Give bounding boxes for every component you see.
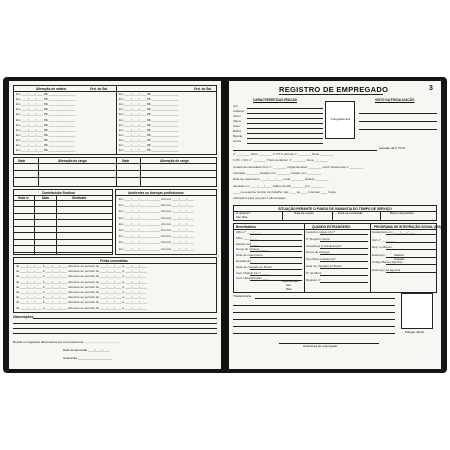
ferias-row[interactable]: de ____/____/____ a ____/____/____ referente ao período de ____/____/____ a ____/____/____ [16, 270, 147, 274]
book-spine [221, 81, 229, 369]
salary-row[interactable]: Em ____/____/____ R$ ________________ [16, 113, 76, 117]
page-title: REGISTRO DE EMPREGADO [279, 85, 389, 94]
fgts-section [233, 205, 437, 221]
ambientes-row[interactable]: Em ____/____/____ ________ Ah-com ____/____/____ [119, 204, 194, 208]
ambientes-row[interactable]: Em ____/____/____ ________ Ah-com ____/____/____ [119, 241, 194, 245]
ferias-row[interactable]: de ____/____/____ a ____/____/____ referente ao período de ____/____/____ a ____/____/____ [16, 296, 147, 300]
salary-row[interactable]: Em ____/____/____ R$ ________________ [16, 108, 76, 112]
ambientes-rows [119, 198, 216, 254]
ambientes-row[interactable]: Em ____/____/____ ________ Ah-com ____/____/____ [119, 222, 194, 226]
pis-field[interactable]: Endereço [372, 253, 385, 257]
cargo-date-label-1: Data [18, 159, 25, 163]
photo-caption: Fotografia 3x4 [331, 117, 351, 121]
estado-solteiro-label: Solteiro [394, 253, 405, 257]
caract-header: CARACTERÍSTICAS FÍSICAS [253, 98, 297, 102]
personal-info-line[interactable]: ____ na seguinte horário de trabalho: das ____ às ____ Intervalo ____ horas [233, 190, 336, 194]
ambientes-row[interactable]: Em ____/____/____ ________ Ah-com ____/____/____ [119, 247, 194, 251]
salary-row[interactable]: Em ____/____/____ R$ ________________ [119, 113, 179, 117]
ambientes-section [115, 189, 217, 255]
benef-row[interactable]: Cart. Modelo 19 nº ____ [236, 271, 269, 275]
estrangeiro-field[interactable]: Data de chegada ao Brasil [306, 265, 342, 268]
contrib-header: Contribuição Sindical [42, 191, 75, 195]
caract-field[interactable]: Sinais [233, 140, 242, 143]
salary-row[interactable]: Em ____/____/____ R$ ________________ [119, 149, 179, 153]
photo-box [325, 101, 355, 139]
cargo-header-1: Alteração de cargo [58, 159, 87, 163]
salary-row[interactable]: Em ____/____/____ R$ ________________ [16, 93, 76, 96]
caract-fields [233, 105, 323, 145]
fgts-col-opcao: Data de opção [294, 211, 314, 215]
personal-info-lines [233, 153, 437, 205]
salary-row[interactable]: Em ____/____/____ R$ ________________ [16, 144, 76, 147]
page-number: 3 [429, 85, 433, 92]
estrangeiro-field[interactable]: Casado(a) c/ brasileiro(a)? [306, 244, 342, 248]
signature-caption: Assinatura do empregado [303, 344, 338, 348]
benef-section [233, 223, 441, 293]
contrib-col-guia: Guia nº [18, 196, 30, 200]
personal-info-line[interactable]: admitido em ____/____/____ salário de R$ ________ por ________ [233, 184, 324, 188]
personal-info-line[interactable]: Indicações para repouso e alimentação [233, 197, 286, 201]
personal-info-line[interactable]: Instrução ________ Estado civil ________ casado com ________ [233, 171, 321, 175]
benef-row[interactable]: Residência [236, 260, 251, 263]
personal-info-line[interactable]: nº ________ Série ________ C.T.P.S. (Rural) nº ________ Série ________ [233, 153, 334, 156]
estrangeiro-field[interactable]: Carteira modelo 19 nº [306, 231, 336, 234]
salary-row[interactable]: Em ____/____/____ R$ ________________ [119, 138, 179, 142]
fgts-col-banco: Banco depositário [390, 211, 415, 215]
ferias-row[interactable]: de ____/____/____ a ____/____/____ referente ao período de ____/____/____ a ____/____/____ [16, 275, 147, 279]
ferias-row[interactable]: de ____/____/____ a ____/____/____ referente ao período de ____/____/____ a ____/____/____ [16, 306, 147, 310]
salary-row[interactable]: Em ____/____/____ R$ ________________ [16, 133, 76, 137]
salary-row[interactable]: Em ____/____/____ R$ ________________ [119, 98, 179, 102]
benef-row[interactable]: Cart. Naturalização ____ [236, 277, 270, 281]
estrangeiro-header: QUANDO ESTRANGEIRO [312, 225, 351, 229]
contrib-section [13, 189, 113, 255]
benef-row[interactable]: Filho nº ____/____ [236, 231, 262, 234]
pis-field[interactable]: Sob nº ________ [372, 238, 396, 242]
ambientes-row[interactable]: Em ____/____/____ ________ Ah-com ____/____/____ [119, 216, 194, 220]
ambientes-header: Ambientes ou doenças profissionais [128, 191, 184, 195]
ferias-header: Férias concedidas [100, 259, 128, 263]
ferias-section [13, 257, 217, 313]
benef-row[interactable]: Nome do cônjuge ____ [236, 248, 268, 252]
ambientes-row[interactable]: Em ____/____/____ ________ Ah-com ____/____/____ [119, 198, 194, 201]
benef-row[interactable]: Data de nascimento [236, 254, 263, 258]
pis-field[interactable]: Cadastrado em ____/____/____ [372, 231, 416, 234]
ferias-row[interactable]: de ____/____/____ a ____/____/____ referente ao período de ____/____/____ a ____/____/____ [16, 291, 147, 294]
cargo-section [13, 157, 217, 187]
benef-header: Beneficiários [236, 225, 257, 229]
salary-row[interactable]: Em ____/____/____ R$ ________________ [16, 103, 76, 107]
salary-row[interactable]: Em ____/____/____ R$ ________________ [16, 123, 76, 127]
benef-rows [236, 231, 302, 293]
right-page [229, 81, 441, 369]
fgts-col-retratacao: Data de retratação [338, 211, 363, 215]
fgts-header: SITUAÇÃO PERANTE O FUNDO DE GARANTIA DO TEMPO DE SERVIÇO [234, 207, 436, 212]
salary-row[interactable]: Em ____/____/____ R$ ________________ [119, 133, 179, 137]
fgts-col-optante: É optante? [236, 211, 251, 215]
estrangeiro-field[interactable]: Tem filhos brasileiros? [306, 258, 336, 262]
salary-row[interactable]: Em ____/____/____ R$ ________________ [119, 144, 179, 147]
benef-row[interactable]: Estado civil ____ [236, 242, 259, 246]
salary-row[interactable]: Em ____/____/____ R$ ________________ [119, 103, 179, 107]
salary-row[interactable]: Em ____/____/____ R$ ________________ [119, 123, 179, 127]
ferias-row[interactable]: de ____/____/____ a ____/____/____ referente ao período de ____/____/____ a ____/____/____ [16, 301, 147, 305]
salary-header: Alteração de salário [36, 87, 67, 91]
estado-casado-label: Casado [394, 257, 405, 261]
ferias-rows [16, 265, 216, 312]
cargo-date-label-2: Data [122, 159, 129, 163]
sim-checkbox-label[interactable]: Sim [286, 283, 292, 287]
thumbprint-box [401, 293, 433, 329]
salary-section [13, 85, 217, 155]
thumbprint-caption: Polegar direito [405, 330, 425, 334]
estrangeiro-rows [306, 231, 368, 293]
ferias-row[interactable]: de ____/____/____ a ____/____/____ referente ao período de ____/____/____ a ____/____/____ [16, 285, 147, 289]
salary-row[interactable]: Em ____/____/____ R$ ________________ [16, 149, 76, 153]
pis-rows [372, 231, 436, 293]
obs-section [13, 315, 217, 367]
ferias-row[interactable]: de ____/____/____ a ____/____/____ referente ao período de ____/____/____ a ____/____/____ [16, 265, 147, 268]
footer-line-3: Assinatura ____________________ [63, 356, 112, 360]
left-page [9, 81, 221, 369]
caract-field[interactable]: Bigode [233, 135, 243, 138]
salary-row[interactable]: Em ____/____/____ R$ ________________ [119, 128, 179, 132]
salary-row[interactable]: Em ____/____/____ R$ ________________ [16, 138, 76, 142]
salary-row[interactable]: Em ____/____/____ R$ ________________ [16, 98, 76, 102]
estrangeiro-field[interactable]: Nome do cônjuge [306, 251, 330, 255]
personal-info-line[interactable]: C.P.F. / CIC nº ________ Título de Eleitor nº ________ Zona ________ [233, 159, 328, 163]
benef-row[interactable]: Data de chegada ao Brasil [236, 265, 272, 269]
estrangeiro-field[interactable]: Nº Registro Geral [306, 237, 330, 241]
caract-field[interactable]: Altura [233, 120, 241, 123]
caract-field[interactable]: Olhos [233, 115, 241, 118]
salary-col-1: Ord. do Sal. [90, 87, 108, 91]
cargo-header-2: Alteração de cargo [160, 159, 189, 163]
salary-row[interactable]: Em ____/____/____ R$ ________________ [119, 108, 179, 112]
pis-field[interactable]: Dep. no Banco [372, 246, 392, 249]
ferias-row[interactable]: de ____/____/____ a ____/____/____ referente ao período de ____/____/____ a ____/____/____ [16, 280, 147, 284]
ambientes-row[interactable]: Em ____/____/____ ________ Ah-com ____/____/____ [119, 229, 194, 232]
personal-info-line[interactable]: Cédula de Identidade Prot. nº ________ Órgão Emissor ________ Certif. Reservista nº ________ [233, 165, 364, 169]
ambientes-row[interactable]: Em ____/____/____ ________ Ah-com ____/____/____ [119, 210, 194, 214]
salary-rows-left [16, 93, 115, 155]
ambientes-row[interactable]: Em ____/____/____ ________ Ah-com ____/____/____ [119, 235, 194, 239]
footer-line-2: Data de demissão ____/____/____ [63, 348, 110, 352]
naturalizado-label: Naturalizado [282, 279, 299, 283]
contrib-col-sindicato: Sindicato [72, 196, 87, 200]
caract-field[interactable]: Barba [233, 130, 242, 133]
caract-field[interactable]: Peso [233, 125, 240, 128]
estrangeiro-field[interactable]: Registro nº [306, 278, 321, 282]
salary-row[interactable]: Em ____/____/____ R$ ________________ [16, 128, 76, 132]
pis-field[interactable]: Código Banco Agência [372, 261, 403, 264]
salary-row[interactable]: Em ____/____/____ R$ ________________ [119, 93, 179, 96]
salary-rows-right [119, 93, 216, 155]
pis-field[interactable]: Endereço da agência [372, 268, 401, 272]
estrangeiro-field[interactable]: Nº de filhos [306, 271, 322, 275]
nao-checkbox-label[interactable]: Não [286, 287, 292, 291]
salary-row[interactable]: Em ____/____/____ R$ ________________ [119, 118, 179, 122]
fgts-optante-value: Sim Não [236, 215, 248, 219]
salary-col-2: Ord. do Sal. [194, 87, 212, 91]
obs-label: Observações: [13, 315, 35, 319]
benef-row[interactable]: Filho ____/____ [236, 236, 258, 240]
contrib-col-data: Data [42, 196, 49, 200]
personal-info-line[interactable]: Data de nascimento ____/____/____ Local ________ Estado ________ [233, 178, 329, 182]
visto-header: VISTO DA FISCALIZAÇÃO [375, 98, 415, 102]
salary-row[interactable]: Em ____/____/____ R$ ________________ [16, 118, 76, 122]
line-portador: portador da C.T.P.S. [379, 146, 406, 150]
transf-label: Transferência [233, 294, 252, 298]
footer-line-1: Recebi os seguintes documentos por ter pertencente ........................................... [13, 340, 121, 344]
caract-field[interactable]: Cabelos [233, 110, 245, 113]
pis-header: PROGRAMA DE INTEGRAÇÃO SOCIAL (PIS) [374, 225, 441, 229]
caract-field[interactable]: Cor [233, 105, 238, 108]
